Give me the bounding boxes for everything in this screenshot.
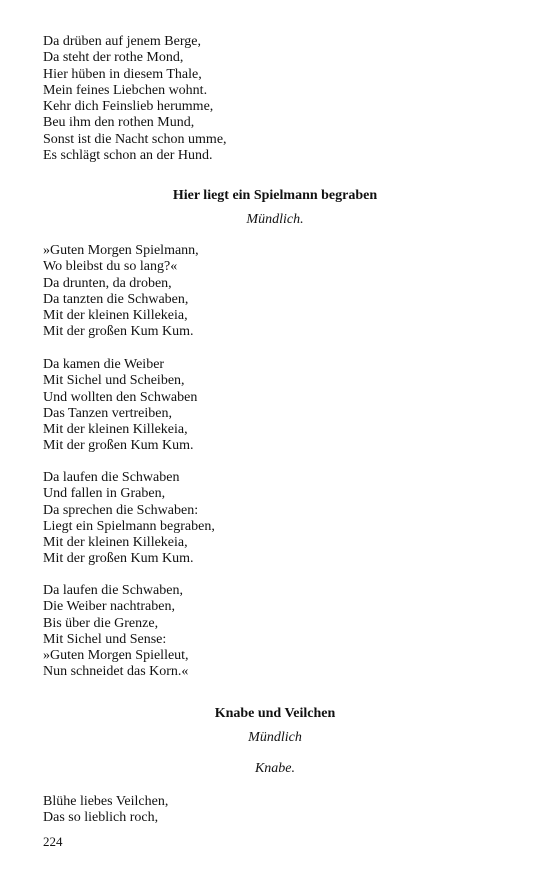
verse-line: Mit der großen Kum Kum.	[43, 324, 194, 340]
verse-line: Da steht der rothe Mond,	[43, 50, 184, 66]
verse-line: Da laufen die Schwaben,	[43, 583, 183, 598]
verse-line: Kehr dich Feinslieb herumme,	[43, 99, 214, 115]
stanza	[43, 243, 199, 341]
verse-line: Mit Sichel und Scheiben,	[43, 373, 185, 389]
verse-line: Mit der kleinen Killekeia,	[43, 535, 188, 551]
verse-line: Mit der kleinen Killekeia,	[43, 422, 188, 438]
verse-line: Da tanzten die Schwaben,	[43, 291, 189, 307]
verse-line: Mit der kleinen Killekeia,	[43, 308, 188, 324]
verse-line: Da sprechen die Schwaben:	[43, 502, 199, 518]
verse-line: Bis über die Grenze,	[43, 615, 159, 631]
speaker-label: Knabe.	[254, 761, 296, 776]
stanza	[43, 794, 168, 827]
verse-line: Mit Sichel und Sense:	[43, 631, 167, 647]
poem-title: Knabe und Veilchen	[214, 706, 336, 721]
stanza	[43, 34, 227, 164]
verse-line: Und wollten den Schwaben	[43, 389, 198, 405]
verse-line: Mit der großen Kum Kum.	[43, 551, 194, 567]
verse-line: Hier hüben in diesem Thale,	[43, 66, 202, 82]
page-number: 224	[43, 834, 63, 849]
stanza	[43, 470, 215, 568]
verse-line: »Guten Morgen Spielleut,	[43, 648, 189, 664]
verse-line: »Guten Morgen Spielmann,	[43, 243, 199, 258]
verse-line: Mit der großen Kum Kum.	[43, 438, 194, 454]
verse-line: Mein feines Liebchen wohnt.	[43, 82, 208, 98]
verse-line: Das Tanzen vertreiben,	[43, 405, 172, 421]
stanza	[43, 357, 197, 455]
verse-line: Und fallen in Graben,	[43, 486, 166, 502]
verse-line: Da kamen die Weiber	[43, 357, 165, 372]
poem-title: Hier liegt ein Spielmann begraben	[172, 188, 378, 203]
verse-line: Wo bleibst du so lang?«	[43, 259, 178, 275]
verse-line: Nun schneidet das Korn.«	[43, 664, 189, 680]
verse-line: Da drunten, da droben,	[43, 275, 172, 291]
verse-line: Liegt ein Spielmann begraben,	[43, 518, 215, 534]
stanza	[43, 583, 189, 681]
verse-line: Es schlägt schon an der Hund.	[43, 148, 213, 164]
verse-line: Das so lieblich roch,	[43, 810, 159, 826]
verse-line: Da drüben auf jenem Berge,	[43, 34, 201, 49]
verse-line: Sonst ist die Nacht schon umme,	[43, 131, 227, 147]
poem-source: Mündlich	[248, 730, 302, 745]
verse-line: Beu ihm den rothen Mund,	[43, 115, 195, 131]
verse-line: Da laufen die Schwaben	[43, 470, 180, 485]
poem-source: Mündlich.	[246, 212, 304, 227]
verse-line: Blühe liebes Veilchen,	[43, 794, 169, 809]
verse-line: Die Weiber nachtraben,	[43, 599, 175, 615]
